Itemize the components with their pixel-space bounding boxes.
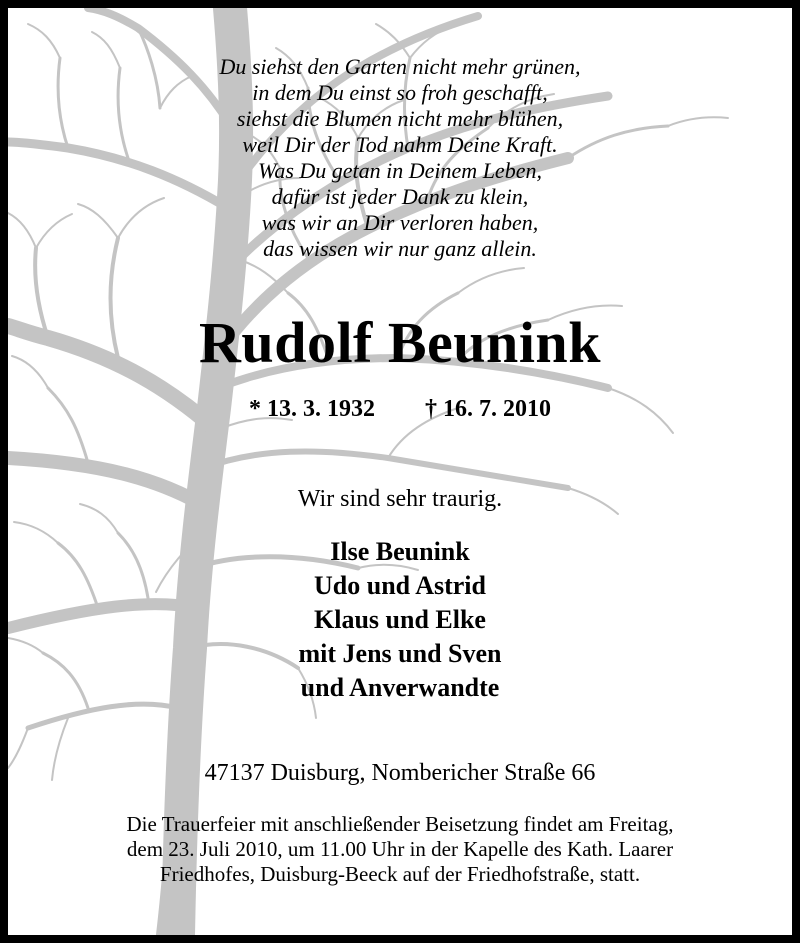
poem-line: in dem Du einst so froh geschafft, [252, 80, 548, 105]
mourner-name: Klaus und Elke [314, 605, 486, 634]
poem-line: dafür ist jeder Dank zu klein, [271, 184, 529, 209]
sorrow-statement: Wir sind sehr traurig. [297, 486, 503, 512]
poem-line: Du siehst den Garten nicht mehr grünen, [219, 54, 581, 79]
poem-line: das wissen wir nur ganz allein. [263, 236, 537, 261]
mourners-list [8, 535, 792, 705]
funeral-notice [8, 812, 792, 887]
poem-line: was wir an Dir verloren haben, [261, 210, 539, 235]
life-dates [8, 394, 792, 424]
death-date: † 16. 7. 2010 [425, 396, 551, 422]
birth-date: * 13. 3. 1932 [249, 396, 375, 422]
poem-line: Was Du getan in Deinem Leben, [258, 158, 542, 183]
mourner-name: mit Jens und Sven [298, 639, 502, 668]
notice-line: dem 23. Juli 2010, um 11.00 Uhr in der Kapelle des Kath. Laarer [126, 837, 674, 861]
poem-line: siehst die Blumen nicht mehr blühen, [236, 106, 564, 131]
notice-line: Die Trauerfeier mit anschließender Beisetzung findet am Freitag, [126, 812, 674, 836]
mourner-name: Ilse Beunink [330, 537, 470, 566]
family-address: 47137 Duisburg, Nombericher Straße 66 [204, 760, 596, 786]
mourner-name: und Anverwandte [300, 673, 500, 702]
mourner-name: Udo und Astrid [314, 571, 486, 600]
deceased-name: Rudolf Beunink [199, 310, 601, 375]
poem-line: weil Dir der Tod nahm Deine Kraft. [242, 132, 558, 157]
notice-line: Friedhofes, Duisburg-Beeck auf der Friedhofstraße, statt. [159, 862, 641, 886]
memorial-poem [8, 54, 792, 262]
obituary-text [8, 8, 792, 935]
